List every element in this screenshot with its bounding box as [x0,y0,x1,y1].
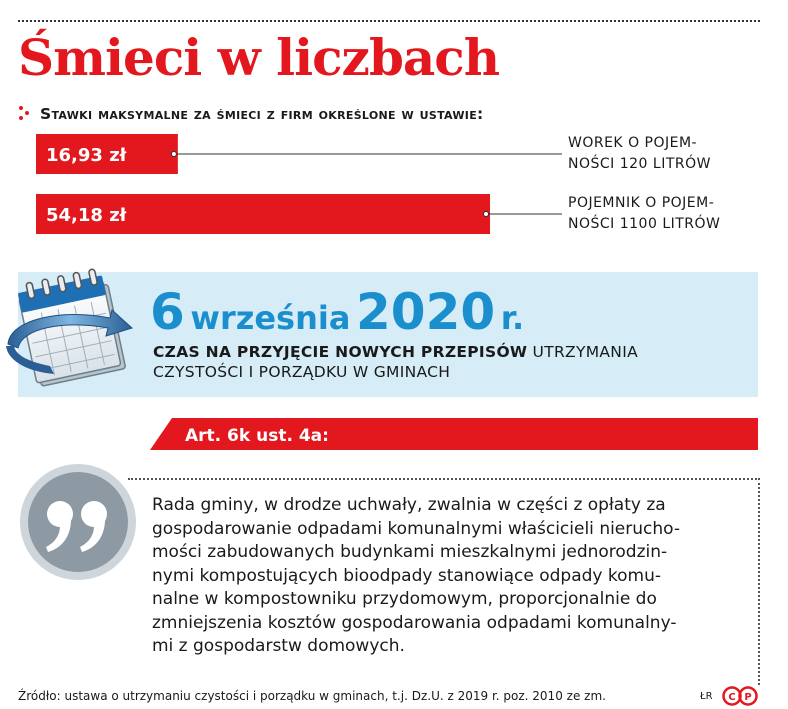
bar-value-label: 54,18 zł [46,205,127,226]
chart-title: Stawki maksymalne za śmieci z firm określone w ustawie: [40,105,484,123]
article-text-line: mi z gospodarstw domowych. [152,636,405,656]
leader-dot [484,212,489,217]
bar-value-label: 16,93 zł [46,145,127,166]
top-rule [18,20,760,22]
subtitle-bullet-icon [18,103,34,123]
date-description-bold: CZAS NA PRZYJĘCIE NOWYCH PRZEPISÓW [153,343,528,361]
category-label: POJEMNIK O POJEM- [568,195,715,211]
publisher-logo-c: C [728,692,736,703]
article-text-line: zmniejszenia kosztów gospodarowania odpadami komunalny- [152,612,677,633]
publisher-logo-p: P [744,692,752,703]
article-label: Art. 6k ust. 4a: [185,426,329,446]
bar-chart [0,128,788,248]
article-text-line: nalne w kompostowniku przydomowym, proporcjonalnie do [152,589,657,609]
article-text-line: gospodarowanie odpadami komunalnymi właścicieli nierucho- [152,518,681,539]
article-text-line: mości zabudowanych budynkami mieszkalnymi jednorodzin- [152,542,668,562]
article-text-line: Rada gminy, w drodze uchwały, zwalnia w części z opłaty za [152,495,666,515]
calendar-icon [0,262,150,392]
category-label: NOŚCI 1100 LITRÓW [568,216,721,232]
category-label: NOŚCI 120 LITRÓW [568,156,711,172]
date-day: 6 [150,283,185,341]
article-text [152,494,752,659]
author-initials: ŁR [700,691,713,702]
source-note: Źródło: ustawa o utrzymaniu czystości i porządku w gminach, t.j. Dz.U. z 2019 r. poz. 2010 ze zm. [18,689,606,703]
date-description [153,342,713,382]
date-month: września [190,299,351,337]
leader-dot [171,152,176,157]
publisher-logo [722,686,758,706]
page-title: Śmieci w liczbach [18,28,500,87]
date-description-rest: UTRZYMANIA CZYSTOŚCI I PORZĄDKU W GMINACH [153,343,638,381]
date-suffix: r. [500,299,525,337]
article-text-line: nymi kompostujących bioodpady stanowiące odpady komu- [152,565,661,586]
date-year: 2020 [356,283,496,341]
category-label: WOREK O POJEM- [568,135,698,151]
quote-icon [18,462,138,582]
